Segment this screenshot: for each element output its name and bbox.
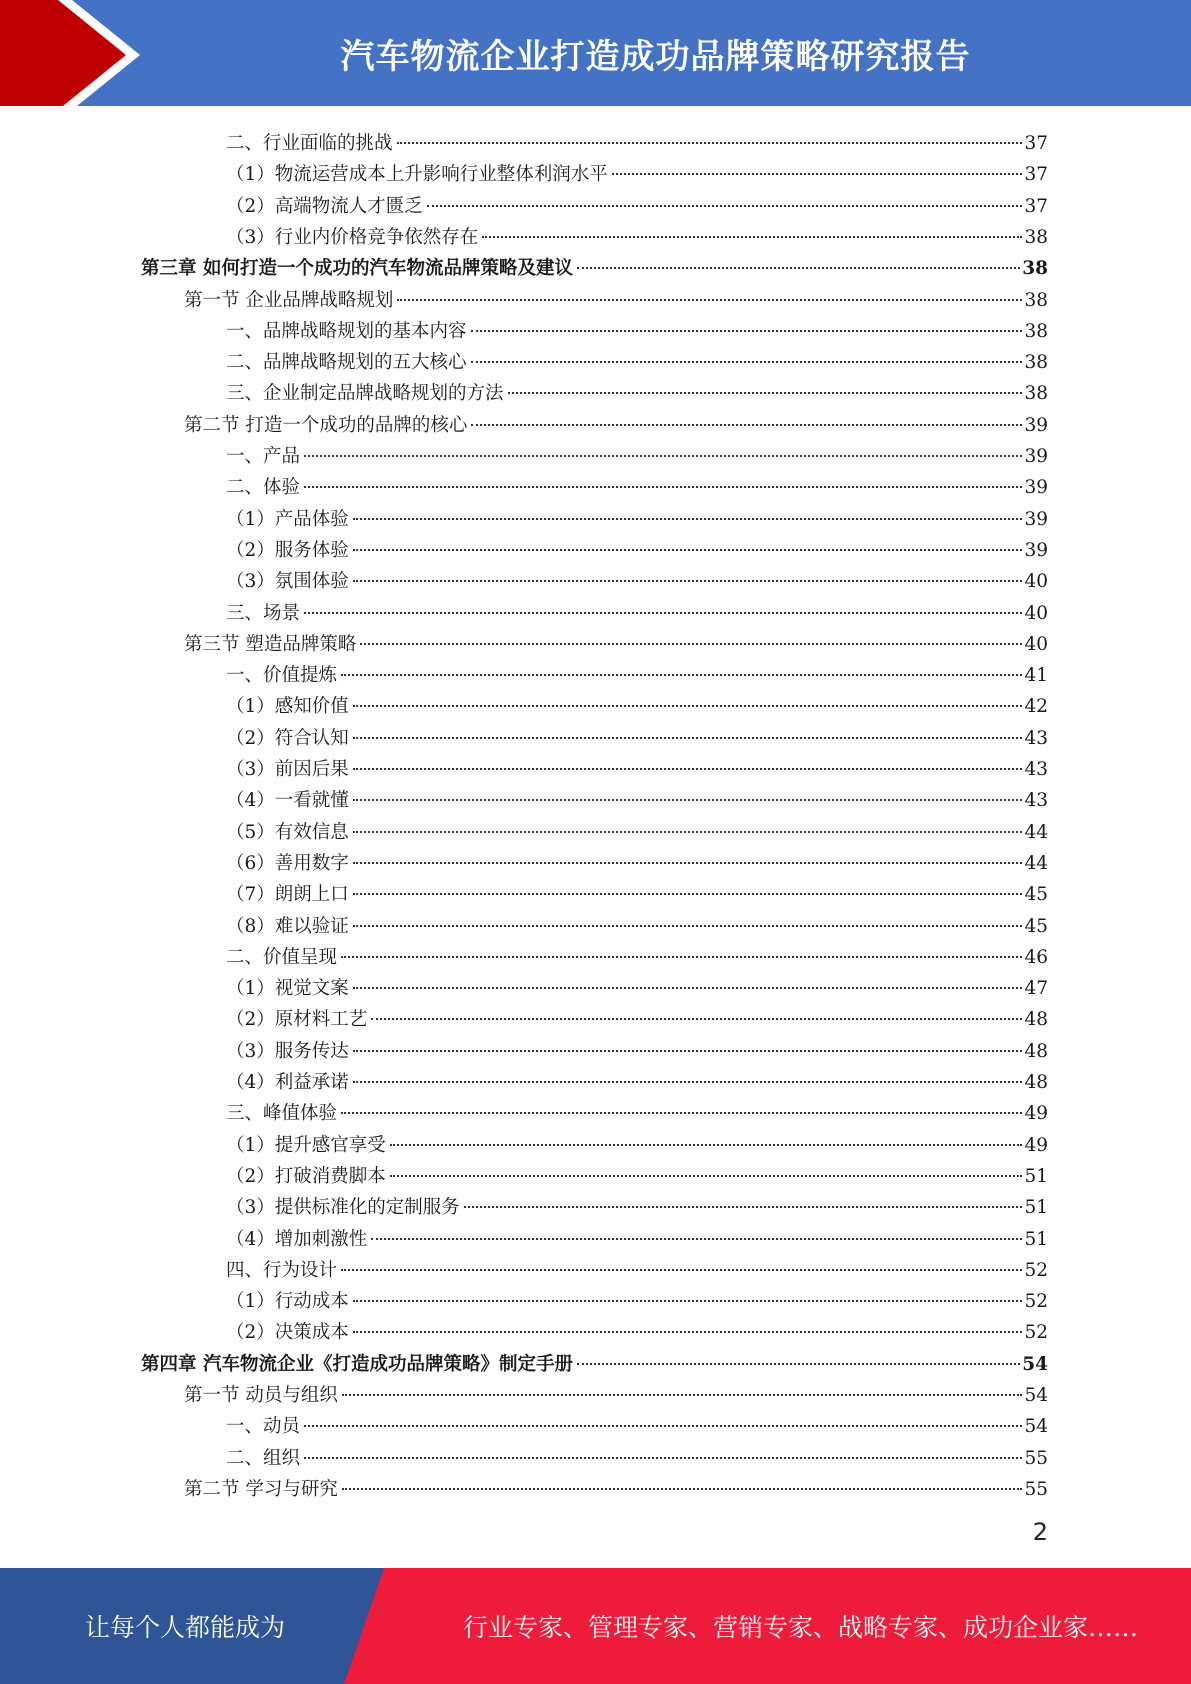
toc-entry-page-number: 43 [1024, 759, 1048, 780]
toc-entry-title: 三、场景 [226, 602, 301, 624]
toc-entry-page-number: 48 [1024, 1072, 1048, 1093]
toc-entry-page-number: 48 [1024, 1040, 1048, 1062]
toc-entry-page-number: 52 [1024, 1259, 1048, 1281]
toc-dot-leader [482, 236, 1022, 238]
footer-slogan-left: 让每个人都能成为 [84, 1613, 285, 1642]
toc-entry-page-number: 52 [1024, 1291, 1048, 1313]
toc-entry[interactable] [226, 1411, 1048, 1442]
toc-entry[interactable] [226, 159, 1048, 190]
toc-entry-page-number: 39 [1024, 539, 1048, 561]
toc-entry-page-number: 49 [1024, 1103, 1048, 1125]
toc-dot-leader [360, 643, 1022, 645]
toc-dot-leader [353, 987, 1023, 989]
toc-dot-leader [353, 1331, 1023, 1333]
toc-entry-page-number: 43 [1024, 790, 1048, 812]
toc-entry[interactable] [226, 1067, 1048, 1098]
toc-entry-page-number: 40 [1024, 571, 1048, 593]
toc-entry-title: 二、行业面临的挑战 [226, 133, 393, 154]
toc-entry-page-number: 49 [1024, 1134, 1048, 1156]
report-title: 汽车物流企业打造成功品牌策略研究报告 [340, 36, 971, 77]
toc-dot-leader [353, 518, 1023, 520]
toc-dot-leader [353, 862, 1023, 864]
toc-entry-page-number: 40 [1024, 633, 1048, 655]
toc-entry[interactable] [184, 629, 1048, 660]
toc-entry-title: 四、行为设计 [226, 1259, 338, 1281]
toc-entry[interactable] [226, 441, 1048, 472]
toc-entry-title: 二、体验 [226, 477, 301, 499]
toc-dot-leader [353, 831, 1023, 833]
toc-dot-leader [390, 1175, 1023, 1177]
toc-entry[interactable] [184, 1474, 1048, 1505]
toc-entry-page-number: 55 [1024, 1447, 1048, 1469]
toc-entry-page-number: 38 [1024, 289, 1048, 311]
toc-entry-page-number: 54 [1024, 1416, 1048, 1438]
toc-entry-title: （3）提供标准化的定制服务 [226, 1197, 460, 1219]
toc-dot-leader [304, 486, 1022, 488]
toc-entry[interactable] [226, 1004, 1048, 1035]
toc-dot-leader [353, 799, 1023, 801]
toc-entry[interactable] [226, 1161, 1048, 1192]
toc-entry-title: 一、动员 [226, 1416, 301, 1438]
toc-entry-title: （2）原材料工艺 [226, 1009, 368, 1031]
toc-entry-title: 二、价值呈现 [226, 946, 338, 968]
toc-dot-leader [353, 1050, 1023, 1052]
toc-entry[interactable] [226, 347, 1048, 378]
toc-entry-title: （2）服务体验 [226, 539, 349, 561]
toc-entry[interactable] [226, 598, 1048, 629]
toc-entry-title: （8）难以验证 [226, 915, 349, 937]
toc-dot-leader [353, 705, 1023, 707]
toc-entry[interactable] [226, 817, 1048, 848]
toc-entry[interactable] [226, 535, 1048, 566]
toc-entry-page-number: 39 [1024, 477, 1048, 499]
toc-dot-leader [341, 956, 1022, 958]
toc-entry-title: 第四章 汽车物流企业《打造成功品牌策略》制定手册 [141, 1353, 573, 1375]
toc-entry[interactable] [226, 1192, 1048, 1223]
toc-entry-title: （3）前因后果 [226, 759, 349, 780]
toc-entry[interactable] [226, 1098, 1048, 1129]
toc-entry-title: 一、产品 [226, 446, 301, 467]
toc-entry-page-number: 40 [1024, 602, 1048, 624]
toc-entry-title: （2）符合认知 [226, 727, 349, 749]
toc-entry-page-number: 46 [1024, 946, 1048, 968]
toc-entry-page-number: 52 [1024, 1322, 1048, 1344]
toc-entry-title: 三、企业制定品牌战略规划的方法 [226, 383, 504, 405]
page-footer [0, 1568, 1191, 1684]
toc-entry-title: 第三节 塑造品牌策略 [184, 633, 357, 655]
toc-entry-page-number: 45 [1024, 884, 1048, 906]
toc-entry-title: 一、品牌战略规划的基本内容 [226, 320, 467, 342]
toc-entry[interactable] [226, 785, 1048, 816]
toc-entry-page-number: 55 [1024, 1478, 1048, 1500]
toc-entry[interactable] [141, 1349, 1048, 1380]
toc-entry-page-number: 44 [1024, 821, 1048, 843]
toc-entry[interactable] [226, 1130, 1048, 1161]
toc-entry-title: （2）打破消费脚本 [226, 1165, 386, 1187]
toc-dot-leader [342, 1394, 1023, 1396]
toc-entry-title: 二、品牌战略规划的五大核心 [226, 352, 467, 374]
toc-entry-page-number: 37 [1024, 164, 1048, 186]
toc-entry-title: 第二节 打造一个成功的品牌的核心 [184, 414, 468, 436]
toc-entry-page-number: 54 [1024, 1385, 1048, 1406]
toc-entry-title: （3）行业内价格竞争依然存在 [226, 226, 479, 248]
toc-entry-page-number: 44 [1024, 852, 1048, 874]
toc-entry[interactable] [226, 942, 1048, 973]
toc-entry-page-number: 43 [1024, 727, 1048, 749]
toc-entry-title: （6）善用数字 [226, 852, 349, 874]
toc-entry[interactable] [226, 378, 1048, 409]
toc-dot-leader [304, 1425, 1022, 1427]
toc-entry-title: （4）利益承诺 [226, 1072, 349, 1093]
toc-dot-leader [371, 1238, 1022, 1240]
toc-dot-leader [471, 330, 1023, 332]
toc-dot-leader [353, 580, 1023, 582]
toc-entry-title: 二、组织 [226, 1447, 301, 1469]
toc-entry-title: （3）服务传达 [226, 1040, 349, 1062]
toc-entry-page-number: 37 [1024, 195, 1048, 217]
toc-entry-page-number: 48 [1024, 1009, 1048, 1031]
toc-entry[interactable] [184, 410, 1048, 441]
toc-entry-page-number: 37 [1024, 133, 1048, 154]
toc-entry[interactable] [226, 222, 1048, 253]
toc-entry-title: 一、价值提炼 [226, 665, 338, 687]
toc-entry[interactable] [226, 973, 1048, 1004]
toc-entry-page-number: 54 [1022, 1353, 1048, 1375]
toc-dot-leader [353, 768, 1023, 770]
toc-entry[interactable] [226, 566, 1048, 597]
toc-entry-page-number: 41 [1024, 665, 1048, 687]
toc-entry-title: （4）增加刺激性 [226, 1228, 368, 1250]
toc-entry-page-number: 39 [1024, 446, 1048, 467]
toc-entry[interactable] [226, 1317, 1048, 1348]
toc-entry-title: （1）感知价值 [226, 696, 349, 718]
toc-dot-leader [304, 1457, 1022, 1459]
toc-entry-title: （7）朗朗上口 [226, 884, 349, 906]
toc-dot-leader [390, 1144, 1023, 1146]
toc-entry[interactable] [226, 1286, 1048, 1317]
toc-entry[interactable] [226, 128, 1048, 159]
toc-entry[interactable] [226, 1036, 1048, 1067]
toc-entry-page-number: 51 [1024, 1197, 1048, 1219]
toc-dot-leader [577, 1363, 1020, 1365]
toc-entry[interactable] [226, 754, 1048, 785]
toc-dot-leader [353, 549, 1023, 551]
toc-entry-title: （1）物流运营成本上升影响行业整体利润水平 [226, 164, 608, 186]
toc-dot-leader [353, 1300, 1023, 1302]
toc-entry-page-number: 47 [1024, 978, 1048, 1000]
toc-dot-leader [397, 299, 1022, 301]
toc-entry-title: 第三章 如何打造一个成功的汽车物流品牌策略及建议 [141, 258, 573, 280]
toc-entry-title: （1）视觉文案 [226, 978, 349, 1000]
page-number: 2 [1032, 1518, 1048, 1546]
toc-dot-leader [342, 1488, 1023, 1490]
toc-dot-leader [341, 1269, 1022, 1271]
toc-dot-leader [471, 424, 1022, 426]
toc-entry[interactable] [226, 660, 1048, 691]
toc-entry[interactable] [226, 691, 1048, 722]
toc-entry[interactable] [226, 472, 1048, 503]
toc-entry[interactable] [226, 911, 1048, 942]
toc-entry[interactable] [226, 723, 1048, 754]
toc-entry[interactable] [226, 879, 1048, 910]
footer-slogan-right: 行业专家、管理专家、营销专家、战略专家、成功企业家…… [462, 1613, 1138, 1642]
toc-entry-title: 三、峰值体验 [226, 1103, 338, 1125]
toc-entry-title: （1）行动成本 [226, 1291, 349, 1313]
toc-dot-leader [464, 1206, 1023, 1208]
toc-dot-leader [397, 142, 1023, 144]
toc-dot-leader [371, 1018, 1022, 1020]
toc-entry[interactable] [226, 1224, 1048, 1255]
toc-entry-page-number: 38 [1024, 320, 1048, 342]
toc-entry-title: 第一节 动员与组织 [184, 1385, 338, 1406]
toc-entry-title: （1）提升感官享受 [226, 1134, 386, 1156]
toc-dot-leader [577, 267, 1020, 269]
toc-entry[interactable] [226, 1255, 1048, 1286]
toc-entry-page-number: 42 [1024, 696, 1048, 718]
toc-entry[interactable] [184, 285, 1048, 316]
toc-entry[interactable] [226, 1443, 1048, 1474]
toc-entry-title: （2）决策成本 [226, 1322, 349, 1344]
toc-entry-title: 第一节 企业品牌战略规划 [184, 289, 394, 311]
toc-entry-page-number: 51 [1024, 1165, 1048, 1187]
toc-dot-leader [341, 1112, 1022, 1114]
toc-dot-leader [353, 1081, 1023, 1083]
toc-dot-leader [471, 361, 1023, 363]
toc-dot-leader [612, 173, 1023, 175]
toc-entry-title: （1）产品体验 [226, 508, 349, 530]
toc-dot-leader [353, 925, 1023, 927]
toc-dot-leader [304, 455, 1022, 457]
toc-entry-page-number: 39 [1024, 508, 1048, 530]
toc-entry[interactable] [226, 504, 1048, 535]
toc-entry-page-number: 39 [1024, 414, 1048, 436]
toc-entry-page-number: 45 [1024, 915, 1048, 937]
toc-entry-title: （4）一看就懂 [226, 790, 349, 812]
page-header [0, 0, 1191, 110]
toc-entry-title: （5）有效信息 [226, 821, 349, 843]
toc-entry[interactable] [226, 316, 1048, 347]
toc-entry-page-number: 38 [1024, 352, 1048, 374]
toc-dot-leader [427, 205, 1023, 207]
toc-dot-leader [353, 737, 1023, 739]
toc-entry-title: （3）氛围体验 [226, 571, 349, 593]
toc-dot-leader [341, 674, 1022, 676]
toc-entry-page-number: 38 [1022, 258, 1048, 280]
toc-entry-page-number: 38 [1024, 383, 1048, 405]
toc-entry-title: （2）高端物流人才匮乏 [226, 195, 423, 217]
toc-entry[interactable] [226, 191, 1048, 222]
toc-entry-page-number: 38 [1024, 226, 1048, 248]
toc-dot-leader [304, 612, 1022, 614]
toc-dot-leader [508, 392, 1023, 394]
toc-dot-leader [353, 893, 1023, 895]
toc-entry[interactable] [226, 848, 1048, 879]
toc-entry[interactable] [184, 1380, 1048, 1411]
toc-entry-title: 第二节 学习与研究 [184, 1478, 338, 1500]
toc-entry[interactable] [141, 253, 1048, 284]
toc-entry-page-number: 51 [1024, 1228, 1048, 1250]
